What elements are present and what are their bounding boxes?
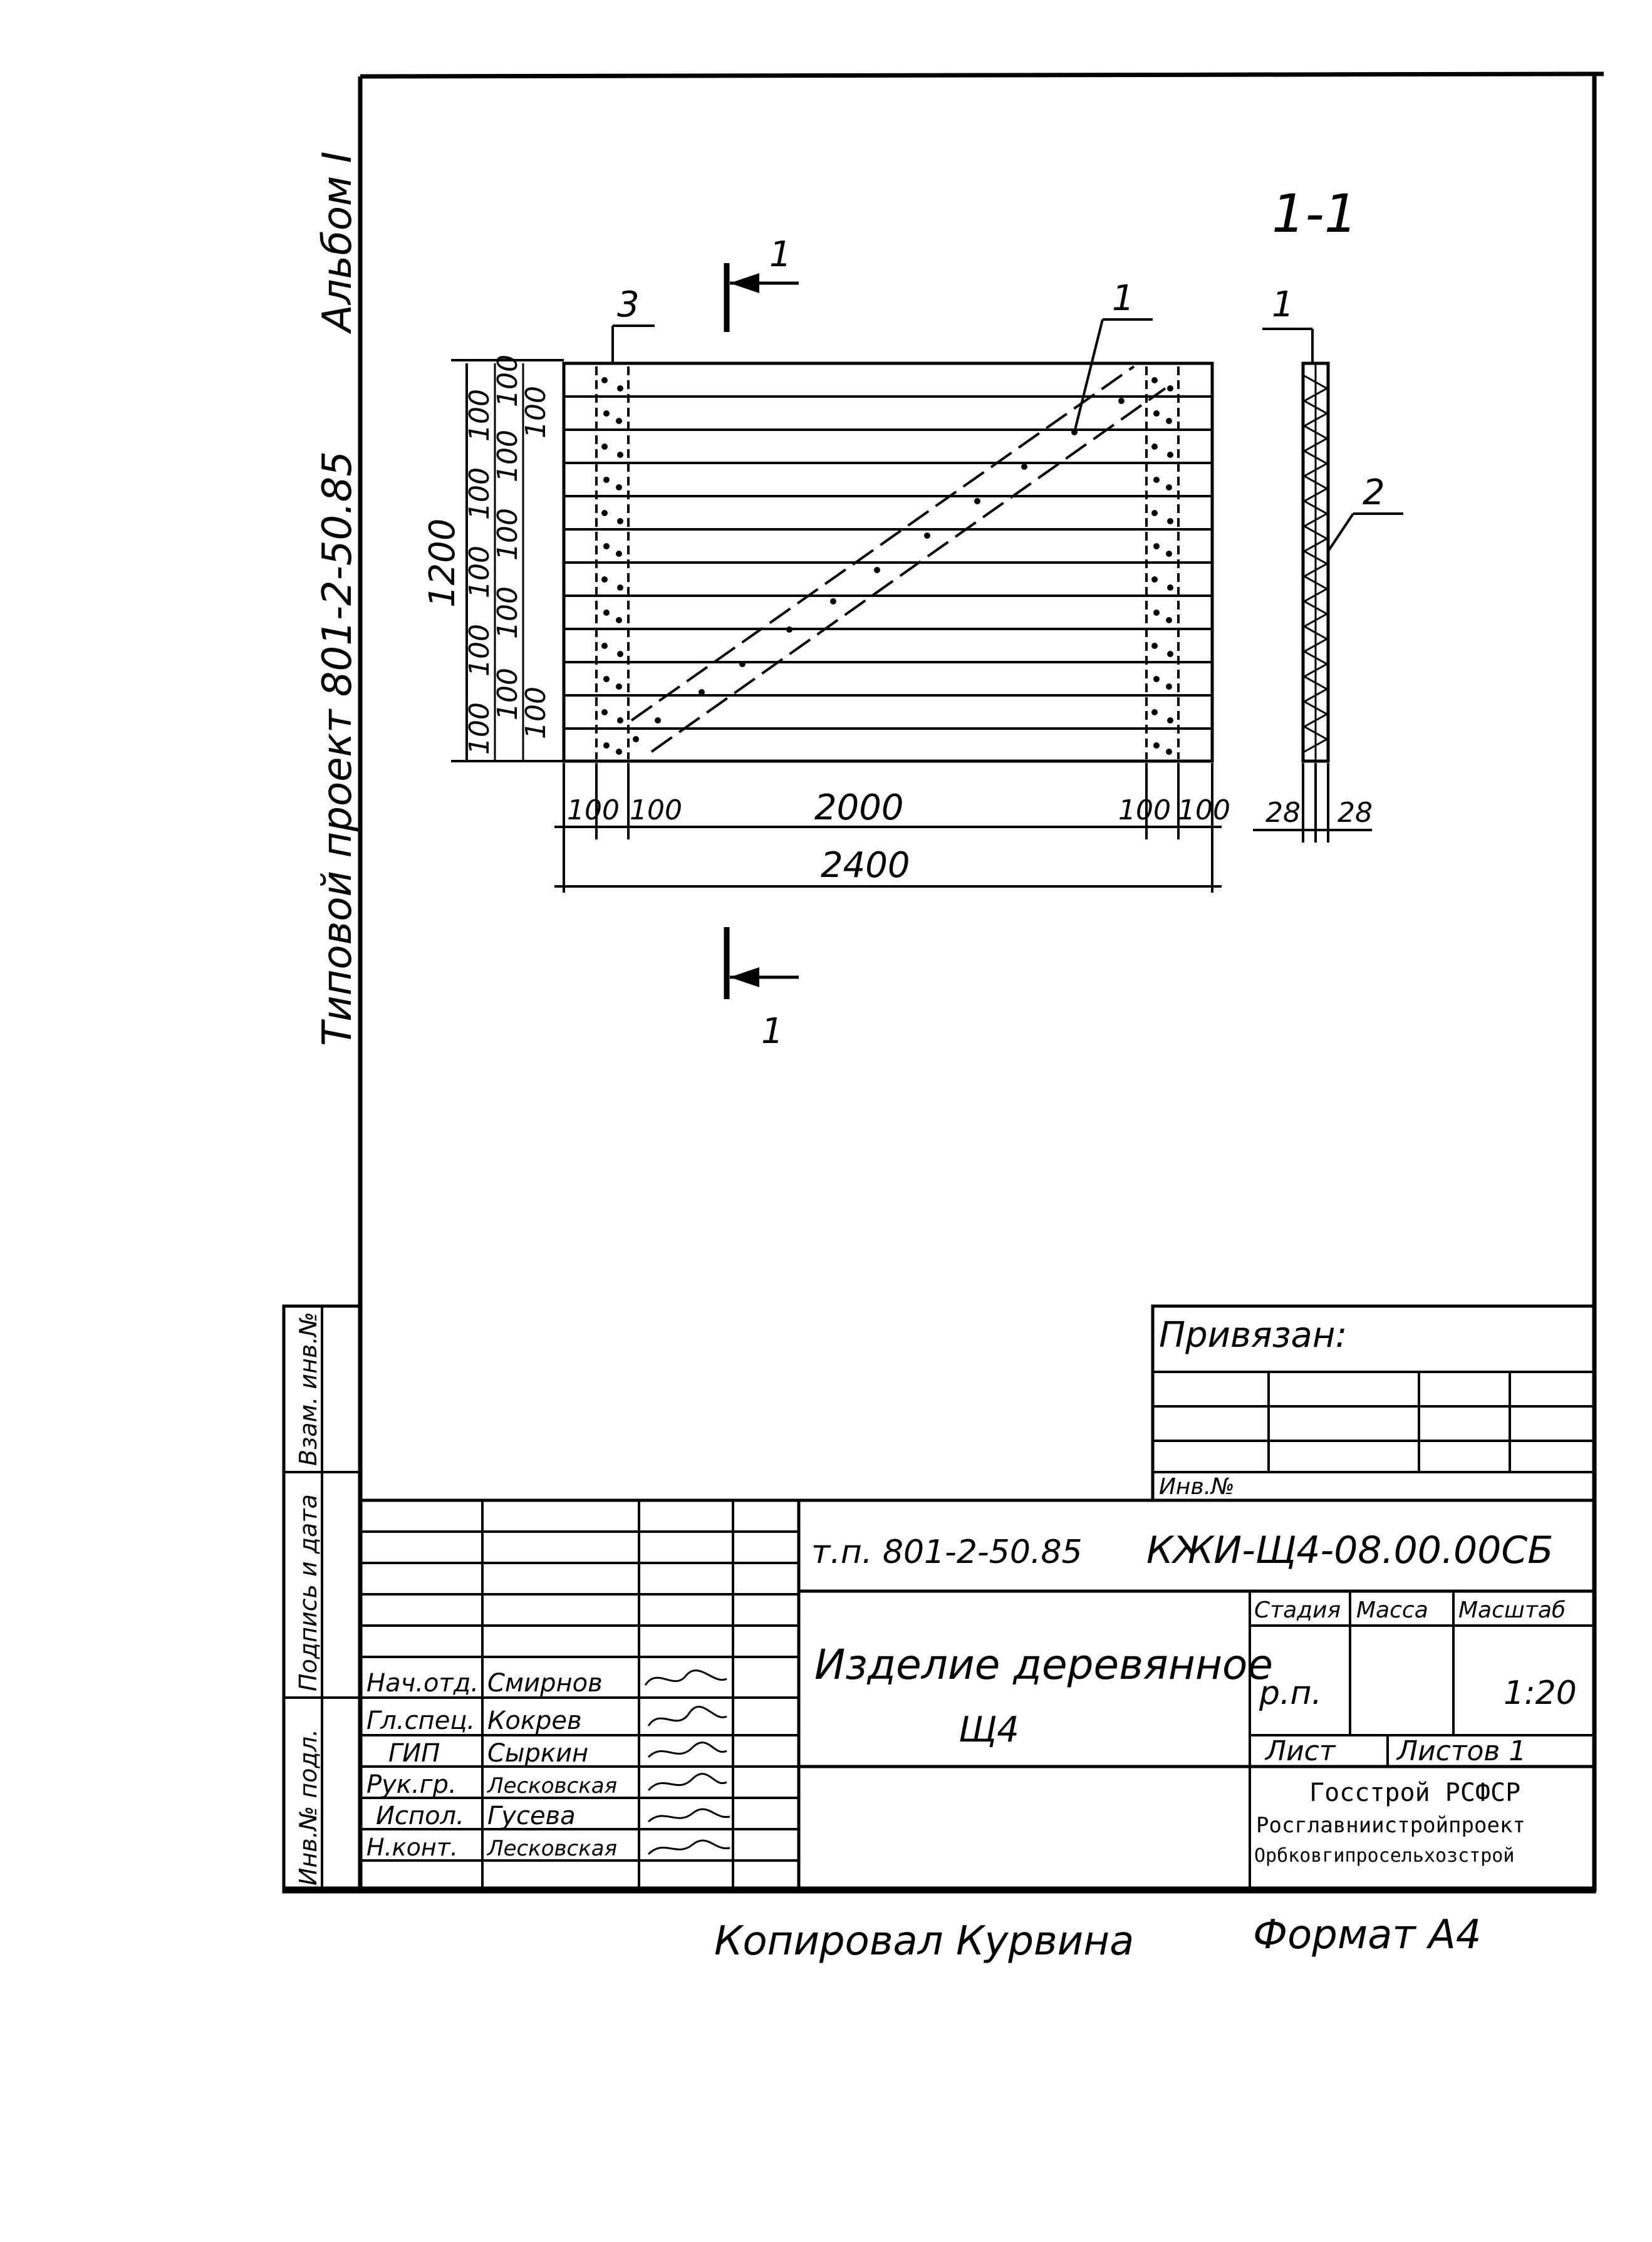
album-caption: Альбом I xyxy=(314,151,361,332)
callout-label-pos1-section: 1 xyxy=(1272,284,1294,325)
section-cut-marker-top xyxy=(727,234,799,332)
callout-pos3 xyxy=(613,284,655,363)
scale-value: 1:20 xyxy=(1504,1674,1577,1712)
nail-dots xyxy=(601,377,1173,755)
doc-code: КЖИ-Щ4-08.00.00СБ xyxy=(1146,1528,1554,1572)
role-3: ГИП xyxy=(388,1739,440,1768)
footer-format: Формат А4 xyxy=(1253,1912,1482,1958)
name-1: Смирнов xyxy=(487,1669,603,1698)
dim-overall-width: 2400 xyxy=(821,845,910,886)
vertical-dimensions xyxy=(422,355,564,761)
org-line2: Росглавниистройпроект xyxy=(1256,1813,1525,1838)
dim-section-right: 28 xyxy=(1338,797,1373,829)
name-6: Лесковская xyxy=(487,1836,618,1861)
title-block xyxy=(360,1500,1594,1892)
project-caption: Типовой проект 801-2-50.85 xyxy=(314,450,361,1046)
dim-bottom-left-a: 100 xyxy=(567,794,620,826)
side-stamp-col3: Инв.№ подл. xyxy=(294,1728,322,1886)
cut-mark-label-bottom: 1 xyxy=(761,1011,784,1052)
dim-spacing-10: 100 xyxy=(492,355,524,407)
side-stamp-col2: Подпись и дата xyxy=(294,1494,322,1691)
dim-bottom-mid: 2000 xyxy=(814,787,904,828)
board-lines xyxy=(564,397,1212,729)
mass-label: Масса xyxy=(1356,1597,1428,1623)
section-title: 1-1 xyxy=(1272,183,1358,244)
role-4: Рук.гр. xyxy=(366,1770,457,1799)
role-5: Испол. xyxy=(376,1802,464,1830)
callout-label-pos1-main: 1 xyxy=(1112,278,1135,319)
dim-bottom-left-b: 100 xyxy=(630,794,682,826)
callout-pos1-main xyxy=(1074,278,1153,432)
shield-front-view xyxy=(564,363,1212,761)
sheet-label: Лист xyxy=(1265,1735,1336,1767)
dim-height-total: 1200 xyxy=(422,518,463,608)
binding-box xyxy=(1153,1306,1594,1500)
dim-spacing-4: 100 xyxy=(464,467,496,520)
side-stamp xyxy=(284,1306,360,1892)
cut-mark-label-top: 1 xyxy=(769,234,792,275)
dim-spacing-3: 100 xyxy=(464,546,496,598)
dim-spacing-5: 100 xyxy=(464,389,496,442)
role-6: Н.конт. xyxy=(366,1834,458,1861)
scale-label: Масштаб xyxy=(1458,1597,1566,1623)
name-5: Гусева xyxy=(487,1802,576,1830)
dim-spacing-11: 100 xyxy=(520,386,552,439)
dim-bottom-right-a: 100 xyxy=(1118,794,1171,826)
dim-bottom-right-b: 100 xyxy=(1178,794,1230,826)
sheets-label: Листов 1 xyxy=(1397,1735,1527,1767)
dim-spacing-9: 100 xyxy=(492,430,524,482)
dim-spacing-8: 100 xyxy=(492,508,524,561)
stage-value: р.п. xyxy=(1259,1674,1322,1712)
dim-spacing-1: 100 xyxy=(464,702,496,755)
role-2: Гл.спец. xyxy=(366,1706,475,1735)
callout-label-pos3: 3 xyxy=(617,284,640,325)
stage-label: Стадия xyxy=(1254,1597,1341,1623)
dim-spacing-2: 100 xyxy=(464,624,496,677)
binding-inv-label: Инв.№ xyxy=(1159,1474,1235,1500)
horizontal-dimensions xyxy=(554,763,1230,893)
org-line1: Госстрой РСФСР xyxy=(1309,1778,1521,1807)
name-3: Сыркин xyxy=(487,1739,589,1768)
diagonal-brace xyxy=(631,366,1165,752)
callout-label-pos2-section: 2 xyxy=(1363,472,1385,513)
dim-spacing-12: 100 xyxy=(520,687,552,739)
name-4: Лесковская xyxy=(487,1773,618,1798)
side-stamp-col1: Взам. инв.№ xyxy=(294,1312,322,1466)
item-name-line1: Изделие деревянное xyxy=(814,1641,1273,1689)
section-cut-marker-bottom xyxy=(727,927,799,1052)
item-name-line2: Щ4 xyxy=(958,1710,1019,1750)
dim-spacing-6: 100 xyxy=(492,668,524,720)
role-1: Нач.отд. xyxy=(366,1669,479,1698)
footer-copied: Копировал Курвина xyxy=(714,1918,1135,1964)
dim-spacing-7: 100 xyxy=(492,586,524,639)
binding-title: Привязан: xyxy=(1159,1315,1348,1356)
dim-section-left: 28 xyxy=(1265,797,1301,829)
section-view xyxy=(1253,284,1403,843)
name-2: Кокрев xyxy=(487,1706,582,1735)
project-ref: т.п. 801-2-50.85 xyxy=(811,1534,1083,1571)
org-line3: Орбковгипросельхозстрой xyxy=(1254,1845,1515,1867)
